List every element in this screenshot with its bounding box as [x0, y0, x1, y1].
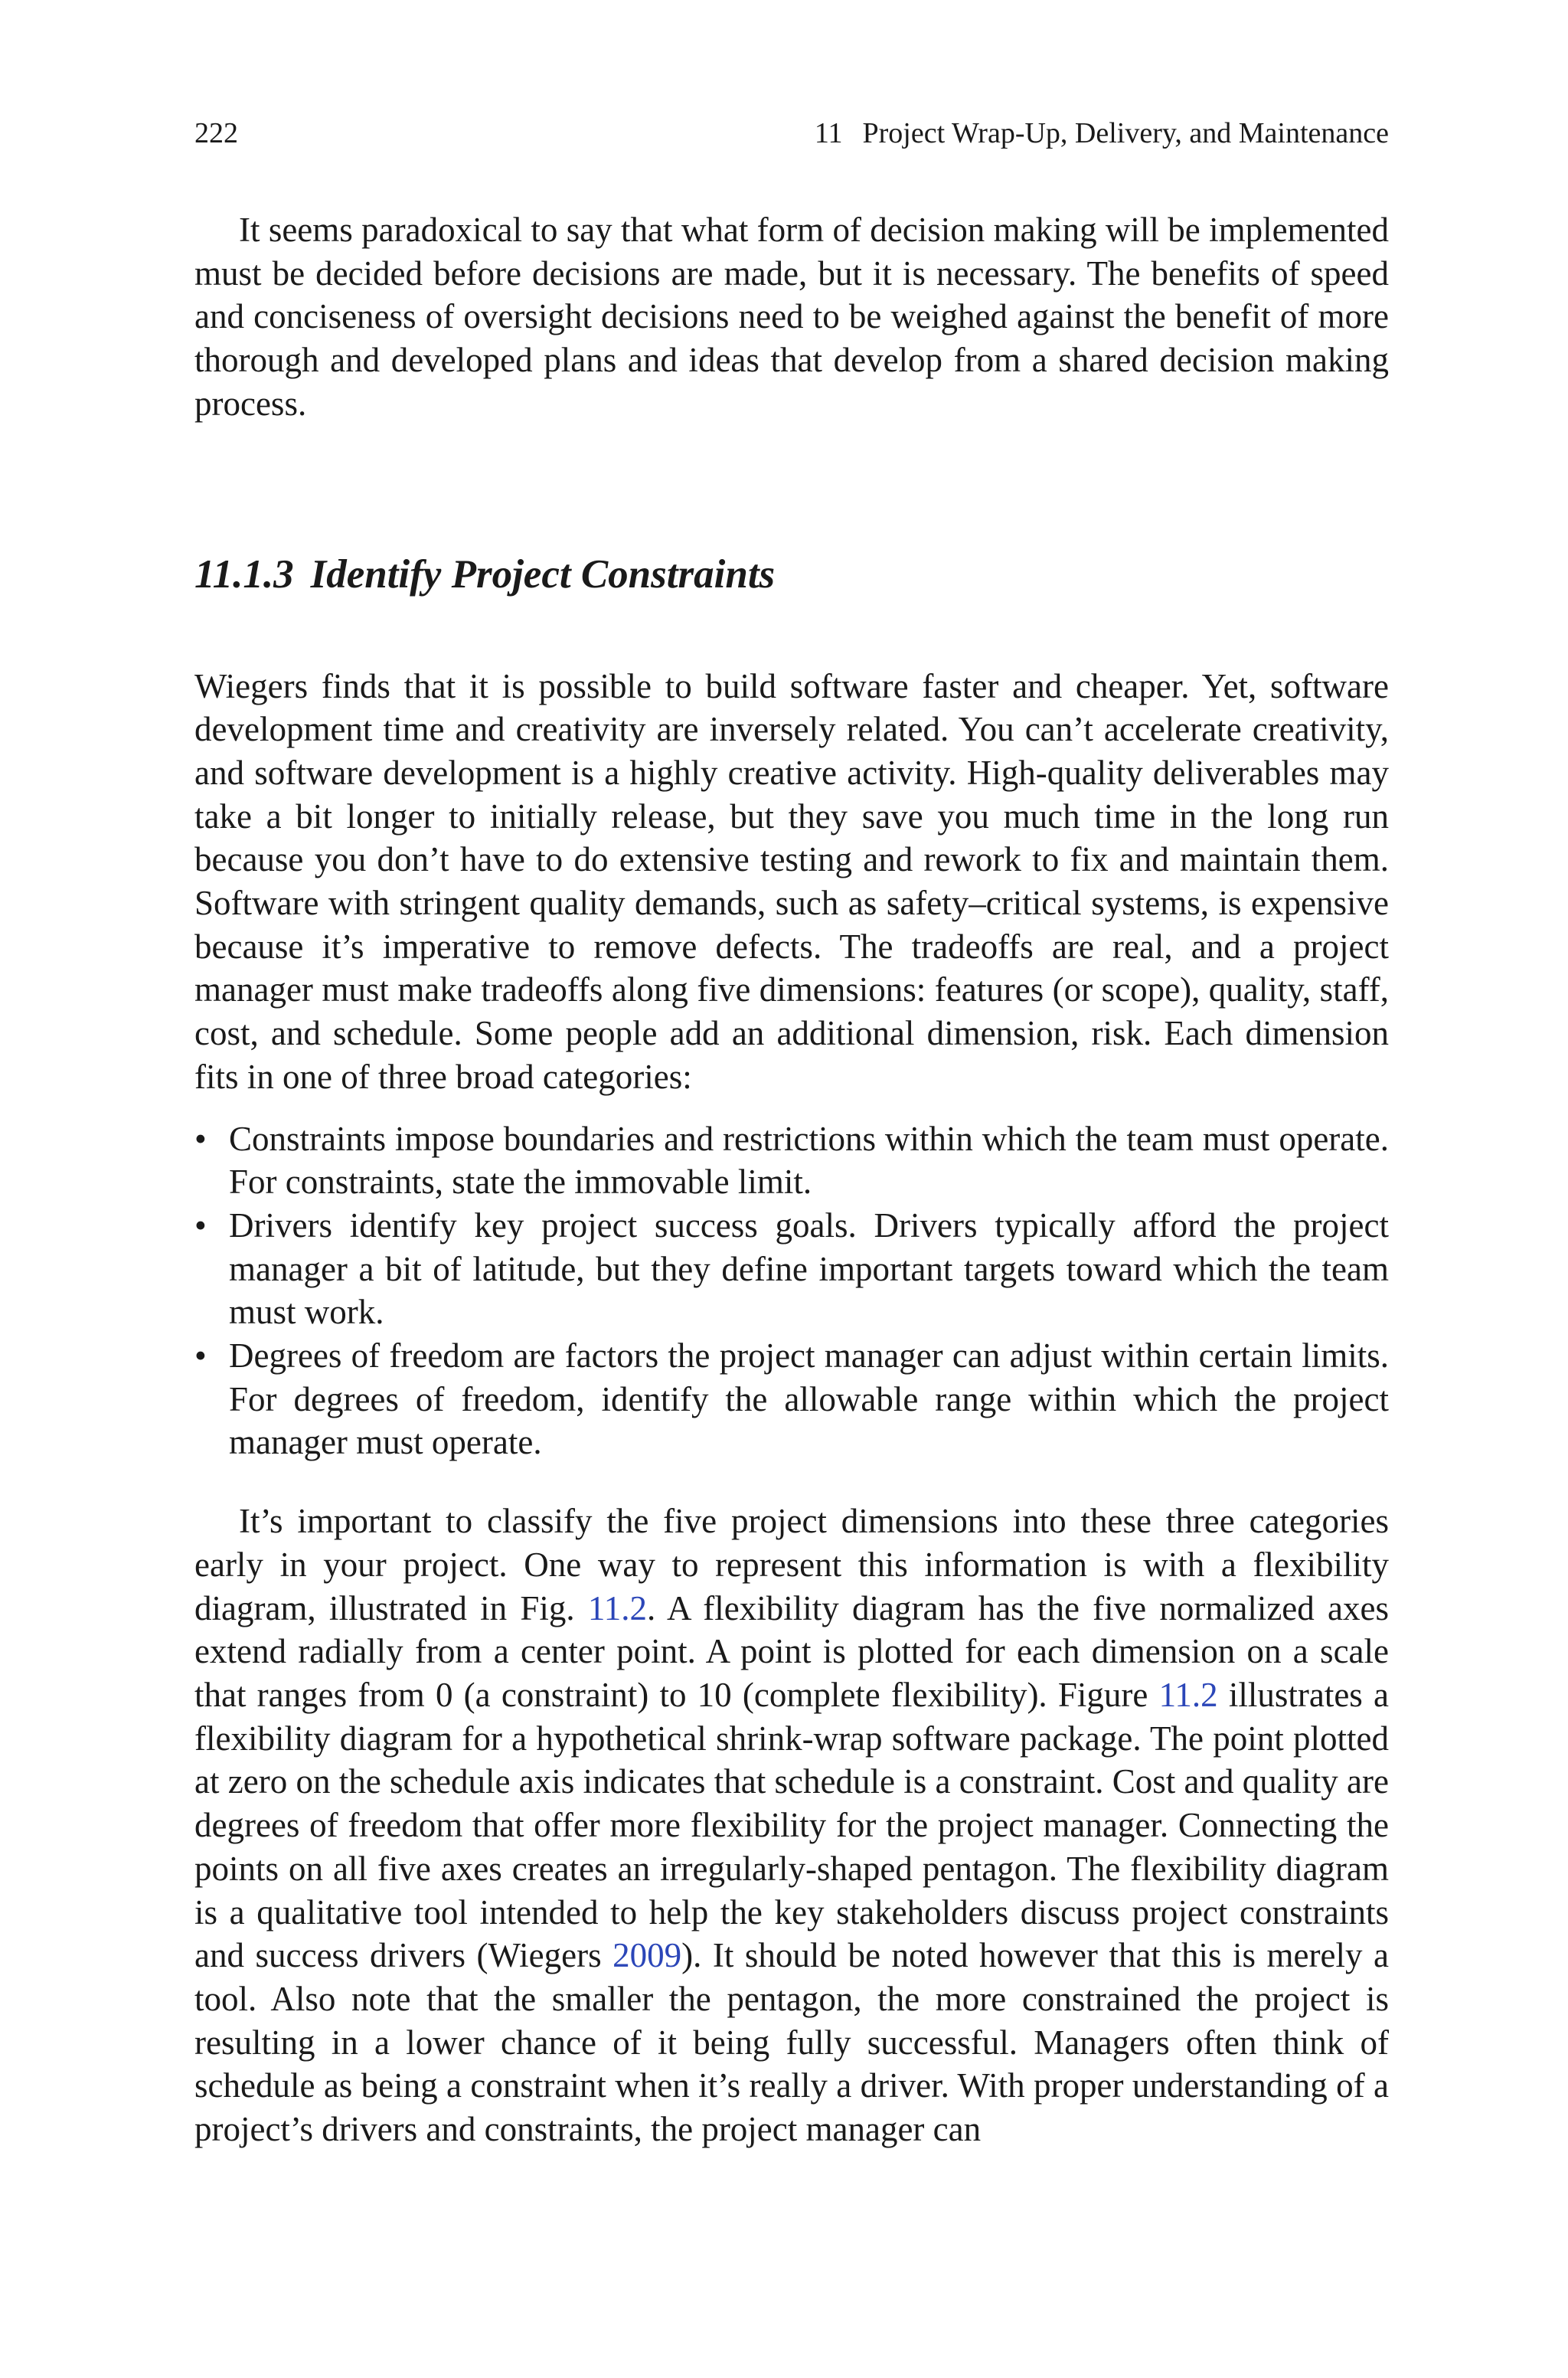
- list-item: [194, 1334, 1389, 1464]
- figure-reference-link[interactable]: 11.2: [587, 1588, 648, 1627]
- running-chapter-title: [815, 115, 1389, 152]
- bullet-marker: •: [194, 1336, 207, 1375]
- page-number: 222: [194, 117, 238, 149]
- paragraph-text: It’s important to classify the five project dimensions into these three categories early in your project. One way to represent this information is with a flexibility diagram, illustrated in Fig.: [194, 1502, 1389, 1627]
- paragraph-decision-making: It seems paradoxical to say that what form of decision making will be implemented must be decided before decisions are made, but it is necessary. The benefits of speed and conciseness of oversight decisions need to be weighed against the benefit of more thorough and developed plans and ideas that develop from a shared decision making process.: [194, 211, 1389, 423]
- section-number: 11.1.3: [194, 551, 294, 597]
- section-title: Identify Project Constraints: [310, 551, 776, 597]
- figure-reference-link[interactable]: 11.2: [1158, 1675, 1218, 1714]
- running-head: [194, 115, 1389, 152]
- paragraph-text: ). It should be noted however that this is merely a tool. Also note that the smaller the pentagon, the more constrained the project is resulting in a lower chance of it being fully successful. Managers often think of schedule as being a constraint when it’s really a driver. With proper understanding of a project’s drivers and constraints, the project manager can: [194, 1936, 1389, 2149]
- paragraph-text: illustrates a flexibility diagram for a hypothetical shrink-wrap software package. The point plotted at zero on the schedule axis indicates that schedule is a constraint. Cost and quality are degrees of freedom that offer more flexibility for the project manager. Connecting the points on all five axes creates an irregularly-shaped pentagon. The flexibility diagram is a qualitative tool intended to help the key stakeholders discuss project constraints and success drivers (Wiegers: [194, 1675, 1389, 1975]
- list-item-text: Drivers identify key project success goals. Drivers typically afford the project manager a bit of latitude, but they define important targets toward which the team must work.: [229, 1205, 1389, 1332]
- chapter-title: Project Wrap-Up, Delivery, and Maintenance: [862, 117, 1389, 149]
- category-bullet-list: [194, 1117, 1389, 1465]
- list-item-text: Constraints impose boundaries and restrictions within which the team must operate. For constraints, state the immovable limit.: [229, 1119, 1389, 1202]
- chapter-number: 11: [814, 117, 843, 149]
- citation-link[interactable]: 2009: [612, 1936, 682, 1975]
- list-item: [194, 1117, 1389, 1204]
- paragraph-wiegers-tradeoffs: Wiegers finds that it is possible to build software faster and cheaper. Yet, software development time and creativity are inversely related. You can’t accelerate creativity, and software development is a highly creative activity. High-quality deliverables may take a bit longer to initially release, but they save you much time in the long run because you don’t have to do extensive testing and rework to fix and maintain them. Software with stringent quality demands, such as safety–critical systems, is expensive because it’s imperative to remove defects. The tradeoffs are real, and a project manager must make tradeoffs along five dimensions: features (or scope), quality, staff, cost, and schedule. Some people add an additional dimension, risk. Each dimension fits in one of three broad categories:: [194, 666, 1389, 1096]
- book-page: [194, 115, 1389, 2151]
- section-heading: [194, 550, 1389, 599]
- list-item-text: Degrees of freedom are factors the project manager can adjust within certain limits. For degrees of freedom, identify the allowable range within which the project manager must operate.: [229, 1336, 1389, 1462]
- bullet-marker: •: [194, 1119, 207, 1158]
- paragraph-flexibility-diagram: [194, 1500, 1389, 2151]
- list-item: [194, 1204, 1389, 1334]
- bullet-marker: •: [194, 1205, 207, 1245]
- paragraph-text: . A flexibility diagram has the five normalized axes extend radially from a center point. A point is plotted for each dimension on a scale that ranges from 0 (a constraint) to 10 (complete flexibility). Figure: [194, 1588, 1389, 1714]
